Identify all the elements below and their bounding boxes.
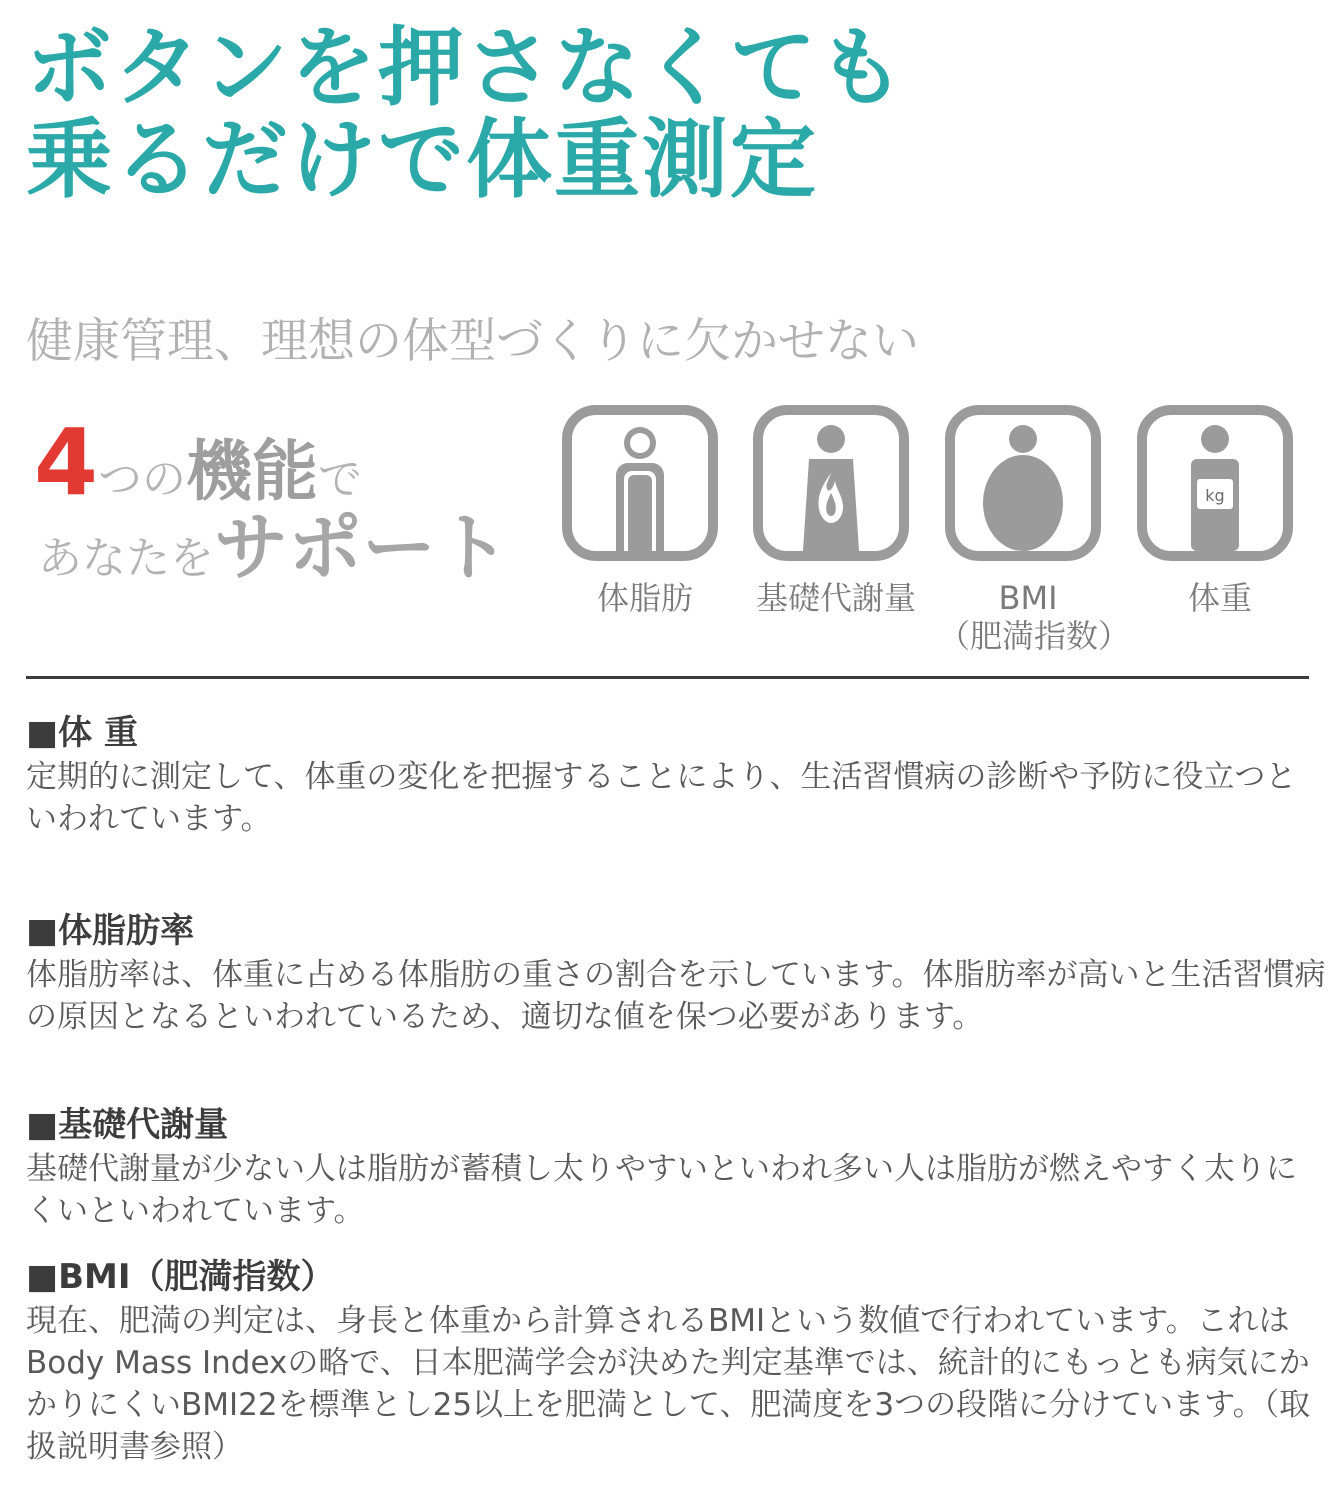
feature-weight (1130, 405, 1310, 617)
section-title-basal-metabolism: ■基礎代謝量 (26, 1105, 229, 1145)
section-body-bmi: 現在、肥満の判定は、身長と体重から計算されるBMIという数値で行われています。これはBody Mass Indexの略で、日本肥満学会が決めた判定基準では、統計的にもっとも病気にかかりにくいBMI22を標準とし25以上を肥満として、肥満度を3つの段階に分けています。（取扱説明書参照） (26, 1303, 1311, 1465)
kg-badge: kg (1205, 486, 1225, 505)
icon-label-bmi (938, 579, 1131, 655)
features-text-1: つの (98, 454, 187, 505)
headline (26, 18, 906, 210)
features-count: 4 (34, 409, 99, 516)
features-text-4: あなたを (38, 533, 214, 584)
section-title-weight: ■体 重 (26, 713, 138, 753)
bmi-icon (945, 405, 1101, 561)
icon-label-weight: 体重 (1187, 579, 1252, 617)
features-heading-line-2 (38, 505, 510, 608)
section-body-fat-rate (26, 910, 1326, 1038)
icon-label-basal-metabolism: 基礎代謝量 (755, 579, 916, 617)
tagline: 健康管理、理想の体型づくりに欠かせない (26, 314, 919, 369)
section-body-body-fat-rate: 体脂肪率は、体重に占める体脂肪の重さの割合を示しています。体脂肪率が高いと生活習慣病の原因となるといわれているため、適切な値を保つ必要があります。 (26, 957, 1326, 1035)
section-title-bmi: ■BMI（肥満指数） (26, 1257, 335, 1297)
features-text-3: で (318, 454, 363, 505)
headline-line-1: ボタンを押さなくても (26, 18, 906, 118)
icon-label-body-fat: 体脂肪 (596, 579, 693, 617)
section-title-body-fat-rate: ■体脂肪率 (26, 911, 195, 951)
feature-basal-metabolism (746, 405, 926, 617)
section-body-basal-metabolism: 基礎代謝量が少ない人は脂肪が蓄積し太りやすいといわれ多い人は脂肪が燃えやすく太りにくいといわれています。 (26, 1151, 1297, 1229)
icon-label-bmi-main: BMI (998, 579, 1058, 617)
features-text-5: サポート (214, 505, 510, 591)
basal-metabolism-icon (753, 405, 909, 561)
section-bmi (26, 1256, 1326, 1468)
features-text-2: 機能 (186, 433, 319, 510)
icon-label-bmi-sub: （肥満指数） (938, 617, 1131, 655)
body-fat-icon (562, 405, 718, 561)
section-body-weight: 定期的に測定して、体重の変化を把握することにより、生活習慣病の診断や予防に役立つといわれています。 (26, 759, 1297, 837)
headline-line-2: 乗るだけで体重測定 (26, 110, 818, 210)
section-divider (26, 676, 1309, 679)
weight-kg-icon (1137, 405, 1293, 561)
feature-body-fat (555, 405, 735, 617)
section-basal-metabolism (26, 1104, 1326, 1232)
section-weight (26, 712, 1326, 840)
feature-bmi (938, 405, 1131, 655)
